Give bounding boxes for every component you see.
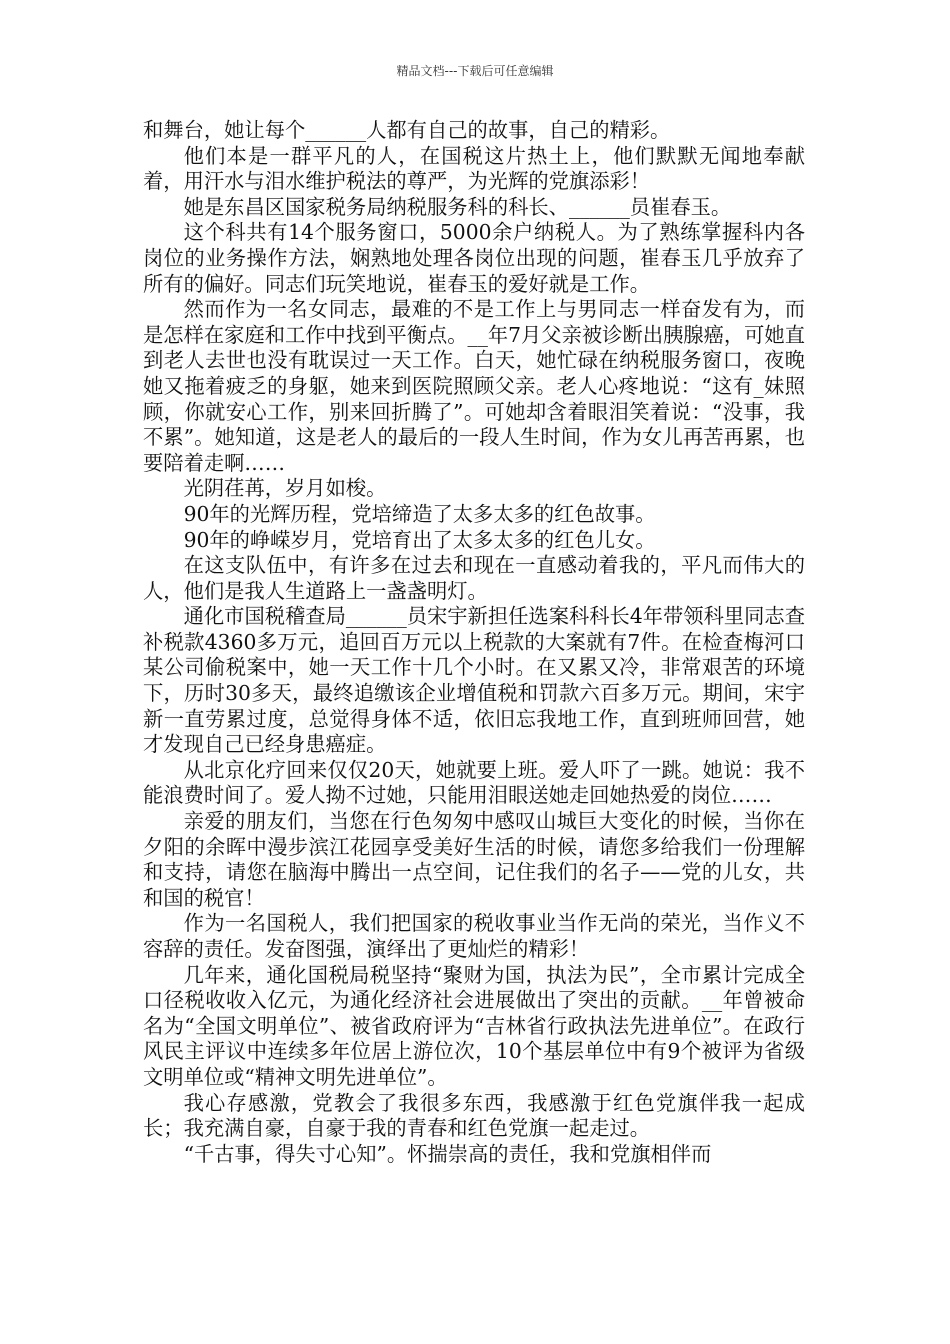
paragraph: 通化市国税稽查局______员宋宇新担任选案科科长4年带领科里同志查补税款4360多万元，追回百万元以上税款的大案就有7件。在检查梅河口某公司偷税案中，她一天工作十几个小时。在又累又冷，非常艰苦的环境下，历时30多天，最终追缴该企业增值税和罚款六百多万元。期间，宋宇新一直劳累过度，总觉得身体不适，依旧忘我地工作，直到班师回营，她才发现自己已经身患癌症。 [143,604,805,757]
paragraph: 从北京化疗回来仅仅20天，她就要上班。爱人吓了一跳。她说：我不能浪费时间了。爱人拗不过她，只能用泪眼送她走回她热爱的岗位…… [143,757,805,808]
paragraph: 在这支队伍中，有许多在过去和现在一直感动着我的，平凡而伟大的人，他们是我人生道路上一盏盏明灯。 [143,553,805,603]
paragraph: 她是东昌区国家税务局纳税服务科的科长、______员崔春玉。 [183,194,732,219]
paragraph: 我心存感激，党教会了我很多东西，我感激于红色党旗伴我一起成长；我充满自豪，自豪于我的青春和红色党旗一起走过。 [143,1090,805,1141]
document-body [143,118,805,1167]
paragraph: 几年来，通化国税局税坚持“聚财为国，执法为民”，全市累计完成全口径税收收入亿元，为通化经济社会进展做出了突出的贡献。__年曾被命名为“全国文明单位”、被省政府评为“吉林省行政执法先进单位”。在政行风民主评议中连续多年位居上游位次，10个基层单位中有9个被评为省级文明单位或“精神文明先进单位”。 [143,962,805,1089]
paragraph: 和舞台，她让每个______人都有自己的故事，自己的精彩。 [143,118,671,142]
paragraph: 90年的光辉历程，党培缔造了太多太多的红色故事。 [183,501,656,526]
paragraph: 然而作为一名女同志，最难的不是工作上与男同志一样奋发有为，而是怎样在家庭和工作中找到平衡点。__年7月父亲被诊断出胰腺癌，可她直到老人去世也没有耽误过一天工作。白天，她忙碌在纳税服务窗口，夜晚她又拖着疲乏的身躯，她来到医院照顾父亲。老人心疼地说：“这有_妹照顾，你就安心工作，别来回折腾了”。可她却含着眼泪笑着说：“没事，我不累”。她知道，这是老人的最后的一段人生时间，作为女儿再苦再累，也要陪着走啊…… [143,297,805,475]
paragraph: 作为一名国税人，我们把国家的税收事业当作无尚的荣光，当作义不容辞的责任。发奋图强，演绎出了更灿烂的精彩！ [143,911,805,961]
paragraph: “千古事，得失寸心知”。怀揣崇高的责任，我和党旗相伴而 [183,1141,712,1166]
paragraph: 这个科共有14个服务窗口，5000余户纳税人。为了熟练掌握科内各岗位的业务操作方法，娴熟地处理各岗位出现的问题，崔春玉几乎放弃了所有的偏好。同志们玩笑地说，崔春玉的爱好就是工作。 [143,220,805,296]
paragraph: 亲爱的朋友们，当您在行色匆匆中感叹山城巨大变化的时候，当你在夕阳的余晖中漫步滨江花园享受美好生活的时候，请您多给我们一份理解和支持，请您在脑海中腾出一点空间，记住我们的名子——党的儿女，共和国的税官！ [143,809,805,910]
paragraph: 光阴荏苒，岁月如梭。 [183,476,387,501]
paragraph: 90年的峥嵘岁月，党培育出了太多太多的红色儿女。 [183,527,656,552]
page-header: 精品文档---下载后可任意编辑 [396,64,554,78]
paragraph: 他们本是一群平凡的人，在国税这片热土上，他们默默无闻地奉献着，用汗水与泪水维护税法的尊严，为光辉的党旗添彩！ [143,143,805,194]
